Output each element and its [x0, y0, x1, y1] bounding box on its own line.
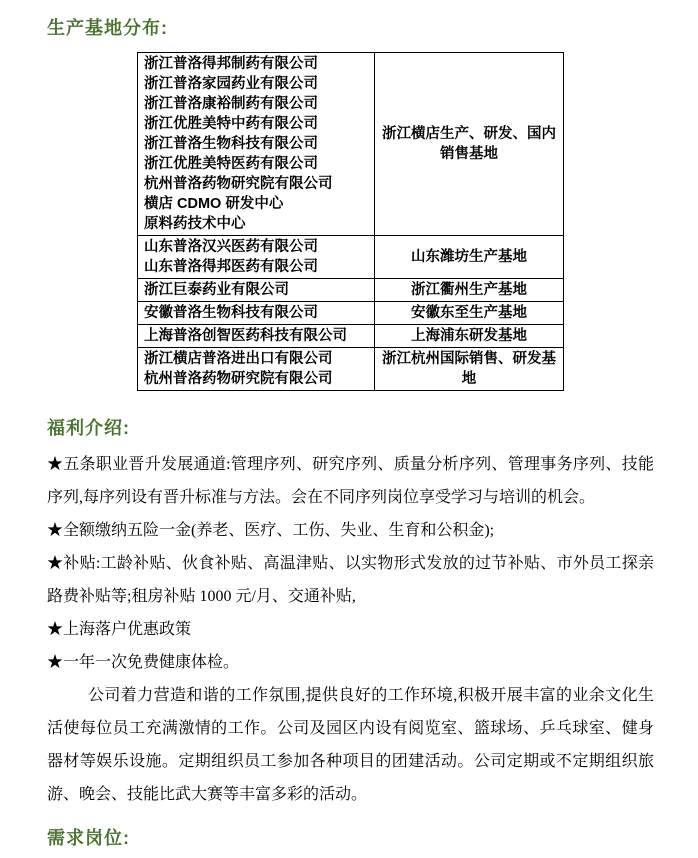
table-row	[138, 325, 564, 348]
company-cell	[138, 325, 375, 348]
company-name: 浙江普洛得邦制药有限公司	[144, 56, 318, 72]
base-name: 浙江衢州生产基地	[411, 282, 527, 298]
benefit-item-insurance: ★全额缴纳五险一金(养老、医疗、工伤、失业、生育和公积金);	[47, 522, 495, 539]
base-cell	[375, 302, 564, 325]
company-cell	[138, 53, 375, 236]
benefit-item-subsidies: ★补贴:工龄补贴、伙食补贴、高温津贴、以实物形式发放的过节补贴、市外员工探亲路费补贴等;租房补贴 1000 元/月、交通补贴,	[47, 555, 654, 605]
company-culture	[47, 679, 654, 811]
company-cell	[138, 348, 375, 391]
section-title-positions: 需求岗位:	[47, 828, 130, 848]
table-row	[138, 53, 564, 236]
base-cell	[375, 279, 564, 302]
table-row	[138, 302, 564, 325]
section-title-production-bases: 生产基地分布:	[47, 18, 168, 38]
company-name: 杭州普洛药物研究院有限公司	[144, 371, 333, 387]
base-name: 浙江杭州国际销售、研发基地	[382, 351, 556, 387]
base-name: 安徽东至生产基地	[411, 305, 527, 321]
company-name: 原料药技术中心	[144, 216, 246, 232]
company-name: 杭州普洛药物研究院有限公司	[144, 176, 333, 192]
base-cell	[375, 348, 564, 391]
base-name: 上海浦东研发基地	[411, 328, 527, 344]
company-name: 安徽普洛生物科技有限公司	[144, 305, 318, 321]
benefit-item-health-check: ★一年一次免费健康体检。	[47, 654, 240, 671]
base-name: 浙江横店生产、研发、国内销售基地	[382, 126, 556, 162]
production-bases-table	[137, 52, 564, 391]
company-cell	[138, 302, 375, 325]
company-name: 山东普洛汉兴医药有限公司	[144, 239, 318, 255]
section-title-benefits: 福利介绍:	[47, 418, 130, 438]
company-name: 山东普洛得邦医药有限公司	[144, 259, 318, 275]
company-cell	[138, 279, 375, 302]
benefits-list	[47, 448, 654, 679]
table-row	[138, 279, 564, 302]
base-cell	[375, 236, 564, 279]
company-cell	[138, 236, 375, 279]
culture-paragraph: 公司着力营造和谐的工作氛围,提供良好的工作环境,积极开展丰富的业余文化生活使每位员工充满激情的工作。公司及园区内设有阅览室、篮球场、乒乓球室、健身器材等娱乐设施。定期组织员工参加各种项目的团建活动。公司定期或不定期组织旅游、晚会、技能比武大赛等丰富多彩的活动。	[47, 687, 654, 803]
company-name: 浙江优胜美特中药有限公司	[144, 116, 318, 132]
company-name: 浙江横店普洛进出口有限公司	[144, 351, 333, 367]
company-name: 浙江普洛生物科技有限公司	[144, 136, 318, 152]
company-name: 浙江巨泰药业有限公司	[144, 282, 289, 298]
company-name: 浙江优胜美特医药有限公司	[144, 156, 318, 172]
base-name: 山东潍坊生产基地	[411, 249, 527, 265]
base-cell	[375, 325, 564, 348]
company-name: 浙江普洛家园药业有限公司	[144, 76, 318, 92]
base-cell	[375, 53, 564, 236]
benefit-item-shanghai-hukou: ★上海落户优惠政策	[47, 621, 192, 638]
benefit-item-career-paths: ★五条职业晋升发展通道:管理序列、研究序列、质量分析序列、管理事务序列、技能序列,每序列设有晋升标准与方法。会在不同序列岗位享受学习与培训的机会。	[47, 456, 654, 506]
company-name: 上海普洛创智医药科技有限公司	[144, 328, 347, 344]
table-row	[138, 236, 564, 279]
company-name: 横店 CDMO 研发中心	[144, 196, 284, 212]
table-row	[138, 348, 564, 391]
company-name: 浙江普洛康裕制药有限公司	[144, 96, 318, 112]
